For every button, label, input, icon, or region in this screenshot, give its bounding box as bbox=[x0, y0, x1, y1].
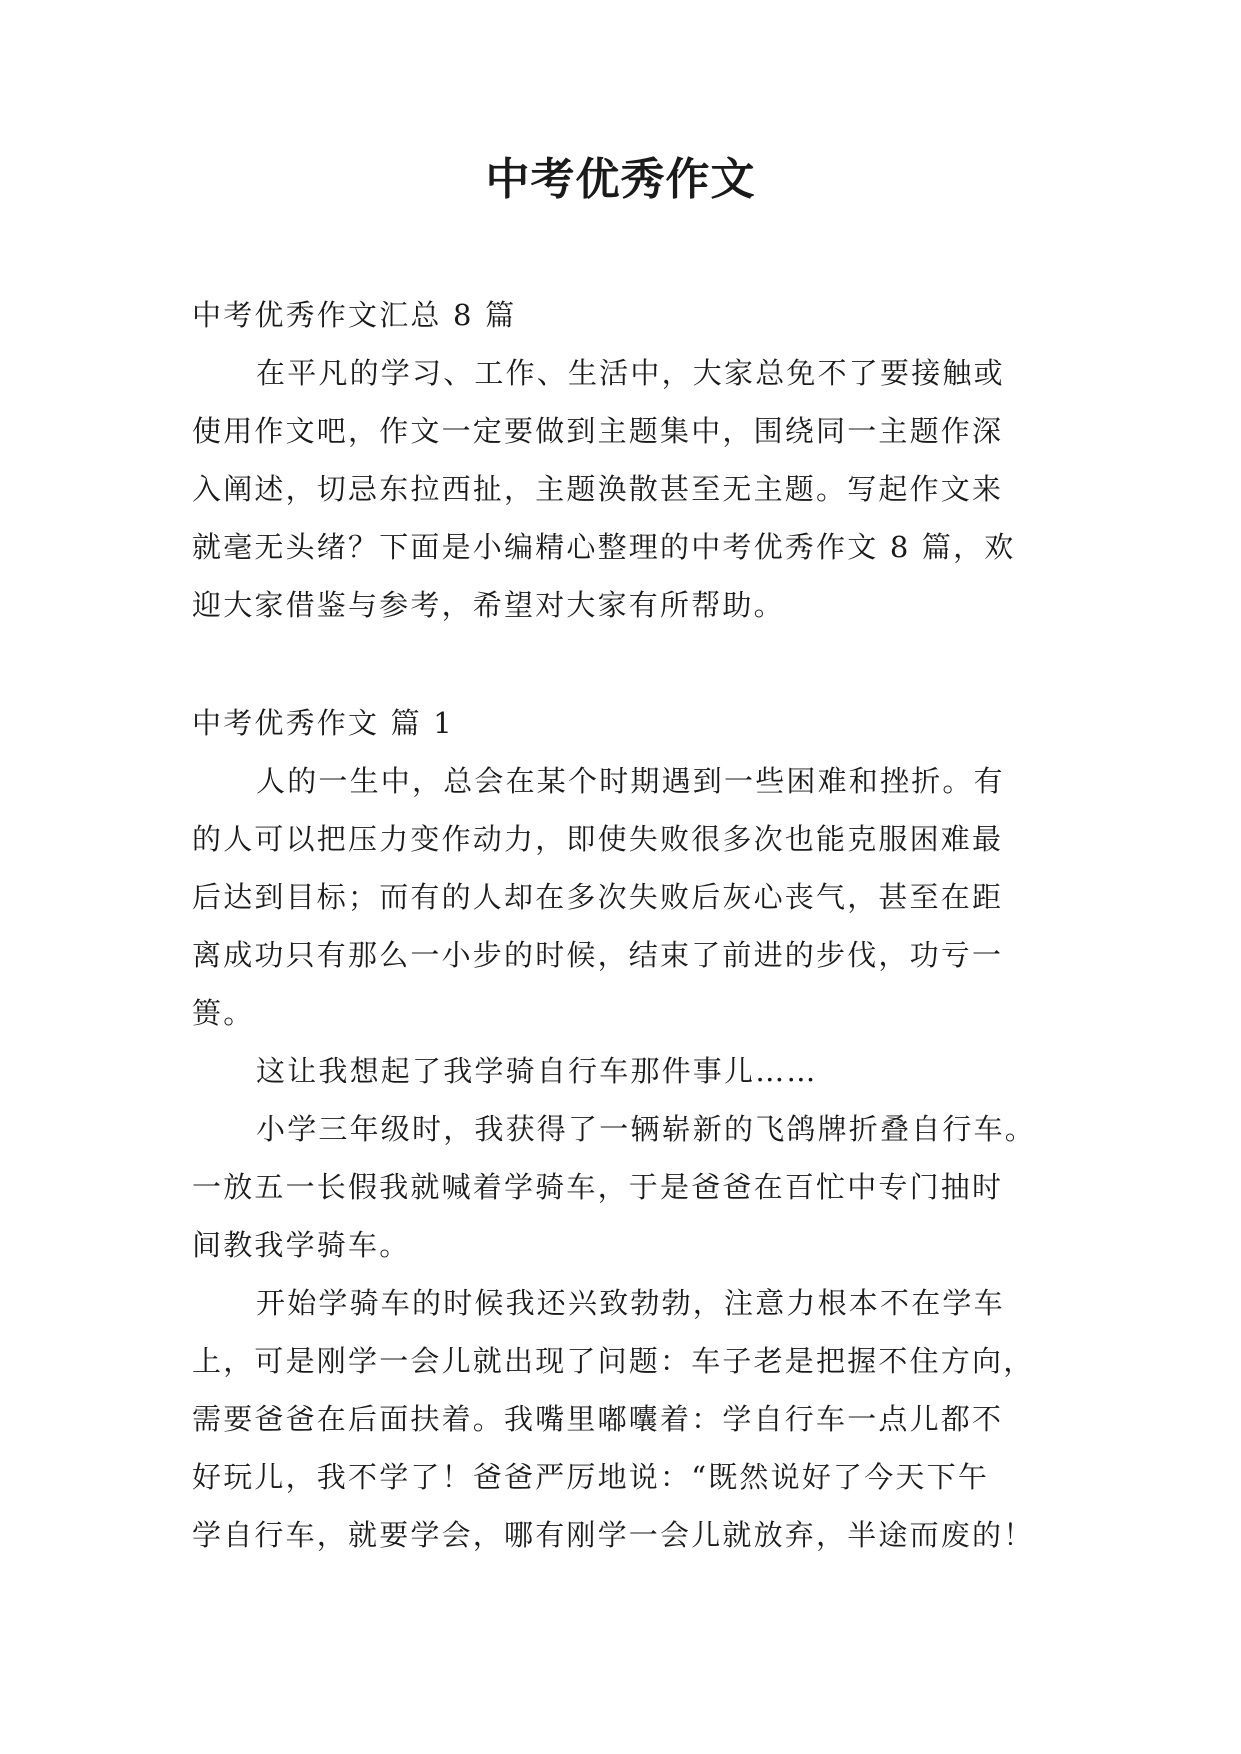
paragraph-line: 好玩儿，我不学了！爸爸严厉地说：“既然说好了今天下午 bbox=[192, 1460, 990, 1494]
section-spacer bbox=[192, 634, 1064, 694]
paragraph-line: 篑。 bbox=[192, 996, 255, 1030]
paragraph-line: 学自行车，就要学会，哪有刚学一会儿就放弃，半途而废的！ bbox=[192, 1518, 1035, 1552]
paragraph-line: 间教我学骑车。 bbox=[192, 1228, 411, 1262]
paragraph-line: 上，可是刚学一会儿就出现了问题：车子老是把握不住方向， bbox=[192, 1344, 1035, 1378]
paragraph-line: 的人可以把压力变作动力，即使失败很多次也能克服困难最 bbox=[192, 822, 1004, 856]
document-body bbox=[192, 286, 1064, 1564]
intro-line: 使用作文吧，作文一定要做到主题集中，围绕同一主题作深 bbox=[192, 414, 1004, 448]
paragraph-1 bbox=[192, 752, 1064, 1042]
intro-line: 在平凡的学习、工作、生活中，大家总免不了要接触或 bbox=[256, 356, 1005, 390]
paragraph-line: 一放五一长假我就喊着学骑车，于是爸爸在百忙中专门抽时 bbox=[192, 1170, 1004, 1204]
intro-paragraph bbox=[192, 344, 1064, 634]
paragraph-line: 人的一生中，总会在某个时期遇到一些困难和挫折。有 bbox=[256, 764, 1005, 798]
paragraph-4 bbox=[192, 1274, 1064, 1564]
intro-heading: 中考优秀作文汇总 8 篇 bbox=[192, 298, 517, 332]
paragraph-line: 离成功只有那么一小步的时候，结束了前进的步伐，功亏一 bbox=[192, 938, 1004, 972]
intro-line: 就毫无头绪？下面是小编精心整理的中考优秀作文 8 篇，欢 bbox=[192, 530, 1016, 564]
paragraph-line: 开始学骑车的时候我还兴致勃勃，注意力根本不在学车 bbox=[256, 1286, 1005, 1320]
paragraph-line: 小学三年级时，我获得了一辆崭新的飞鸽牌折叠自行车。 bbox=[256, 1112, 1037, 1146]
intro-line: 入阐述，切忌东拉西扯，主题涣散甚至无主题。写起作文来 bbox=[192, 472, 1004, 506]
paragraph-3 bbox=[192, 1100, 1064, 1274]
paragraph-2 bbox=[192, 1042, 1064, 1100]
paragraph-line: 需要爸爸在后面扶着。我嘴里嘟囔着：学自行车一点儿都不 bbox=[192, 1402, 1004, 1436]
paragraph-line: 这让我想起了我学骑自行车那件事儿…… bbox=[256, 1054, 818, 1088]
section-heading: 中考优秀作文 篇 1 bbox=[192, 706, 454, 740]
intro-line: 迎大家借鉴与参考，希望对大家有所帮助。 bbox=[192, 588, 785, 622]
paragraph-line: 后达到目标；而有的人却在多次失败后灰心丧气，甚至在距 bbox=[192, 880, 1004, 914]
document-title: 中考优秀作文 bbox=[485, 154, 756, 205]
